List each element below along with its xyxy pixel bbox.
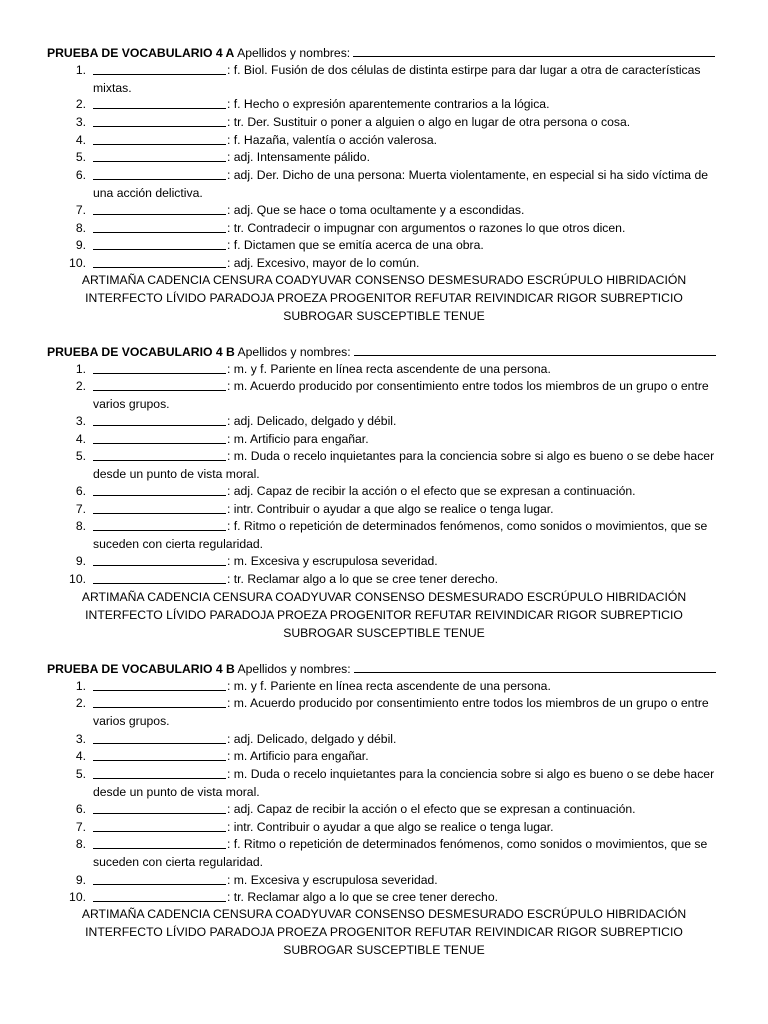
word-bank-line: ARTIMAÑA CADENCIA CENSURA COADYUVAR CONSENSO DESMESURADO ESCRÚPULO HIBRIDACIÓN — [81, 907, 687, 921]
word-bank-line: INTERFECTO LÍVIDO PARADOJA PROEZA PROGENITOR REFUTAR REIVINDICAR RIGOR SUBREPTICIO — [85, 290, 683, 305]
test-header — [47, 343, 716, 361]
question-definition: : tr. Reclamar algo a lo que se cree tener derecho. — [227, 572, 498, 586]
word-bank-line: SUBROGAR SUSCEPTIBLE TENUE — [283, 308, 485, 323]
question-number: 8. — [75, 837, 86, 851]
question-number: 2. — [75, 97, 86, 111]
question-number: 3. — [75, 732, 86, 746]
question-number: 6. — [75, 802, 86, 816]
word-bank — [0, 589, 768, 642]
name-label: Apellidos y nombres: — [237, 46, 351, 60]
question-definition: : adj. Delicado, delgado y débil. — [227, 414, 397, 428]
question-definition: : m. Duda o recelo inquietantes para la conciencia sobre si algo es bueno o se debe hacer desde un punto de vista moral. — [93, 449, 715, 481]
question-definition: : f. Dictamen que se emitía acerca de una obra. — [227, 238, 484, 252]
question-definition: : adj. Delicado, delgado y débil. — [227, 732, 397, 746]
word-bank-line: SUBROGAR SUSCEPTIBLE TENUE — [283, 625, 485, 640]
test-header — [47, 44, 715, 62]
name-label: Apellidos y nombres: — [237, 662, 351, 676]
question-definition: : m. Excesiva y escrupulosa severidad. — [227, 554, 438, 568]
question-definition: : adj. Capaz de recibir la acción o el efecto que se expresan a continuación. — [227, 802, 636, 816]
question-number: 3. — [75, 414, 86, 428]
word-bank-line: INTERFECTO LÍVIDO PARADOJA PROEZA PROGENITOR REFUTAR REIVINDICAR RIGOR SUBREPTICIO — [85, 607, 683, 622]
question-number: 1. — [75, 362, 86, 376]
question-definition: : m. Acuerdo producido por consentimiento entre todos los miembros de un grupo o entre varios grupos. — [93, 696, 709, 728]
question-number: 9. — [75, 554, 86, 568]
question-number: 4. — [75, 432, 86, 446]
test-title: PRUEBA DE VOCABULARIO 4 A — [47, 46, 235, 60]
test-title: PRUEBA DE VOCABULARIO 4 B — [47, 662, 235, 676]
question-definition: : m. Artificio para engañar. — [227, 432, 369, 446]
question-number: 7. — [75, 203, 86, 217]
name-label: Apellidos y nombres: — [237, 345, 351, 359]
name-blank-line — [353, 45, 715, 57]
word-bank-line: SUBROGAR SUSCEPTIBLE TENUE — [283, 942, 485, 957]
question-number: 7. — [75, 820, 86, 834]
question-definition: : m. y f. Pariente en línea recta ascendente de una persona. — [227, 362, 551, 376]
question-number: 4. — [75, 749, 86, 763]
question-number: 6. — [75, 168, 86, 182]
question-definition: : adj. Que se hace o toma ocultamente y a escondidas. — [227, 203, 525, 217]
question-definition: : adj. Excesivo, mayor de lo común. — [227, 256, 420, 270]
question-number: 5. — [75, 767, 86, 781]
question-number: 1. — [75, 63, 86, 77]
question-number: 1. — [75, 679, 86, 693]
question-definition: : intr. Contribuir o ayudar a que algo se realice o tenga lugar. — [227, 820, 554, 834]
question-definition: : intr. Contribuir o ayudar a que algo se realice o tenga lugar. — [227, 502, 554, 516]
question-definition: : m. Acuerdo producido por consentimiento entre todos los miembros de un grupo o entre varios grupos. — [93, 379, 709, 411]
question-definition: : f. Ritmo o repetición de determinados fenómenos, como sonidos o movimientos, que se suceden con cierta regularidad. — [93, 519, 708, 551]
question-definition: : m. Artificio para engañar. — [227, 749, 369, 763]
question-definition: : adj. Der. Dicho de una persona: Muerta violentamente, en especial si ha sido víctima de una acción delictiva. — [93, 168, 708, 200]
test-title: PRUEBA DE VOCABULARIO 4 B — [47, 345, 235, 359]
question-number: 2. — [75, 379, 86, 393]
question-definition: : adj. Intensamente pálido. — [227, 150, 370, 164]
question-definition: : f. Ritmo o repetición de determinados fenómenos, como sonidos o movimientos, que se suceden con cierta regularidad. — [93, 837, 708, 869]
question-number: 10. — [69, 256, 86, 270]
question-number: 8. — [75, 519, 86, 533]
question-definition: : f. Hecho o expresión aparentemente contrarios a la lógica. — [227, 97, 550, 111]
word-bank-line: ARTIMAÑA CADENCIA CENSURA COADYUVAR CONSENSO DESMESURADO ESCRÚPULO HIBRIDACIÓN — [81, 590, 687, 604]
question-number: 4. — [75, 133, 86, 147]
question-definition: : tr. Contradecir o impugnar con argumentos o razones lo que otros dicen. — [227, 221, 626, 235]
word-bank-line: ARTIMAÑA CADENCIA CENSURA COADYUVAR CONSENSO DESMESURADO ESCRÚPULO HIBRIDACIÓN — [81, 273, 687, 287]
word-bank — [0, 272, 768, 325]
question-number: 5. — [75, 449, 86, 463]
question-number: 10. — [69, 890, 86, 904]
question-number: 3. — [75, 115, 86, 129]
question-definition: : tr. Der. Sustituir o poner a alguien o algo en lugar de otra persona o cosa. — [227, 115, 631, 129]
word-bank — [0, 906, 768, 959]
question-definition: : m. Excesiva y escrupulosa severidad. — [227, 873, 438, 887]
question-number: 6. — [75, 484, 86, 498]
question-definition: : f. Biol. Fusión de dos células de distinta estirpe para dar lugar a otra de características mixtas. — [93, 63, 701, 95]
question-definition: : f. Hazaña, valentía o acción valerosa. — [227, 133, 438, 147]
question-number: 9. — [75, 873, 86, 887]
question-number: 8. — [75, 221, 86, 235]
name-blank-line — [354, 661, 716, 673]
question-definition: : m. y f. Pariente en línea recta ascendente de una persona. — [227, 679, 551, 693]
test-header — [47, 660, 716, 678]
question-definition: : adj. Capaz de recibir la acción o el efecto que se expresan a continuación. — [227, 484, 636, 498]
question-number: 5. — [75, 150, 86, 164]
word-bank-line: INTERFECTO LÍVIDO PARADOJA PROEZA PROGENITOR REFUTAR REIVINDICAR RIGOR SUBREPTICIO — [85, 924, 683, 939]
question-number: 9. — [75, 238, 86, 252]
question-number: 7. — [75, 502, 86, 516]
question-number: 2. — [75, 696, 86, 710]
name-blank-line — [354, 344, 716, 356]
question-definition: : tr. Reclamar algo a lo que se cree tener derecho. — [227, 890, 498, 904]
question-definition: : m. Duda o recelo inquietantes para la conciencia sobre si algo es bueno o se debe hacer desde un punto de vista moral. — [93, 767, 715, 799]
question-number: 10. — [69, 572, 86, 586]
